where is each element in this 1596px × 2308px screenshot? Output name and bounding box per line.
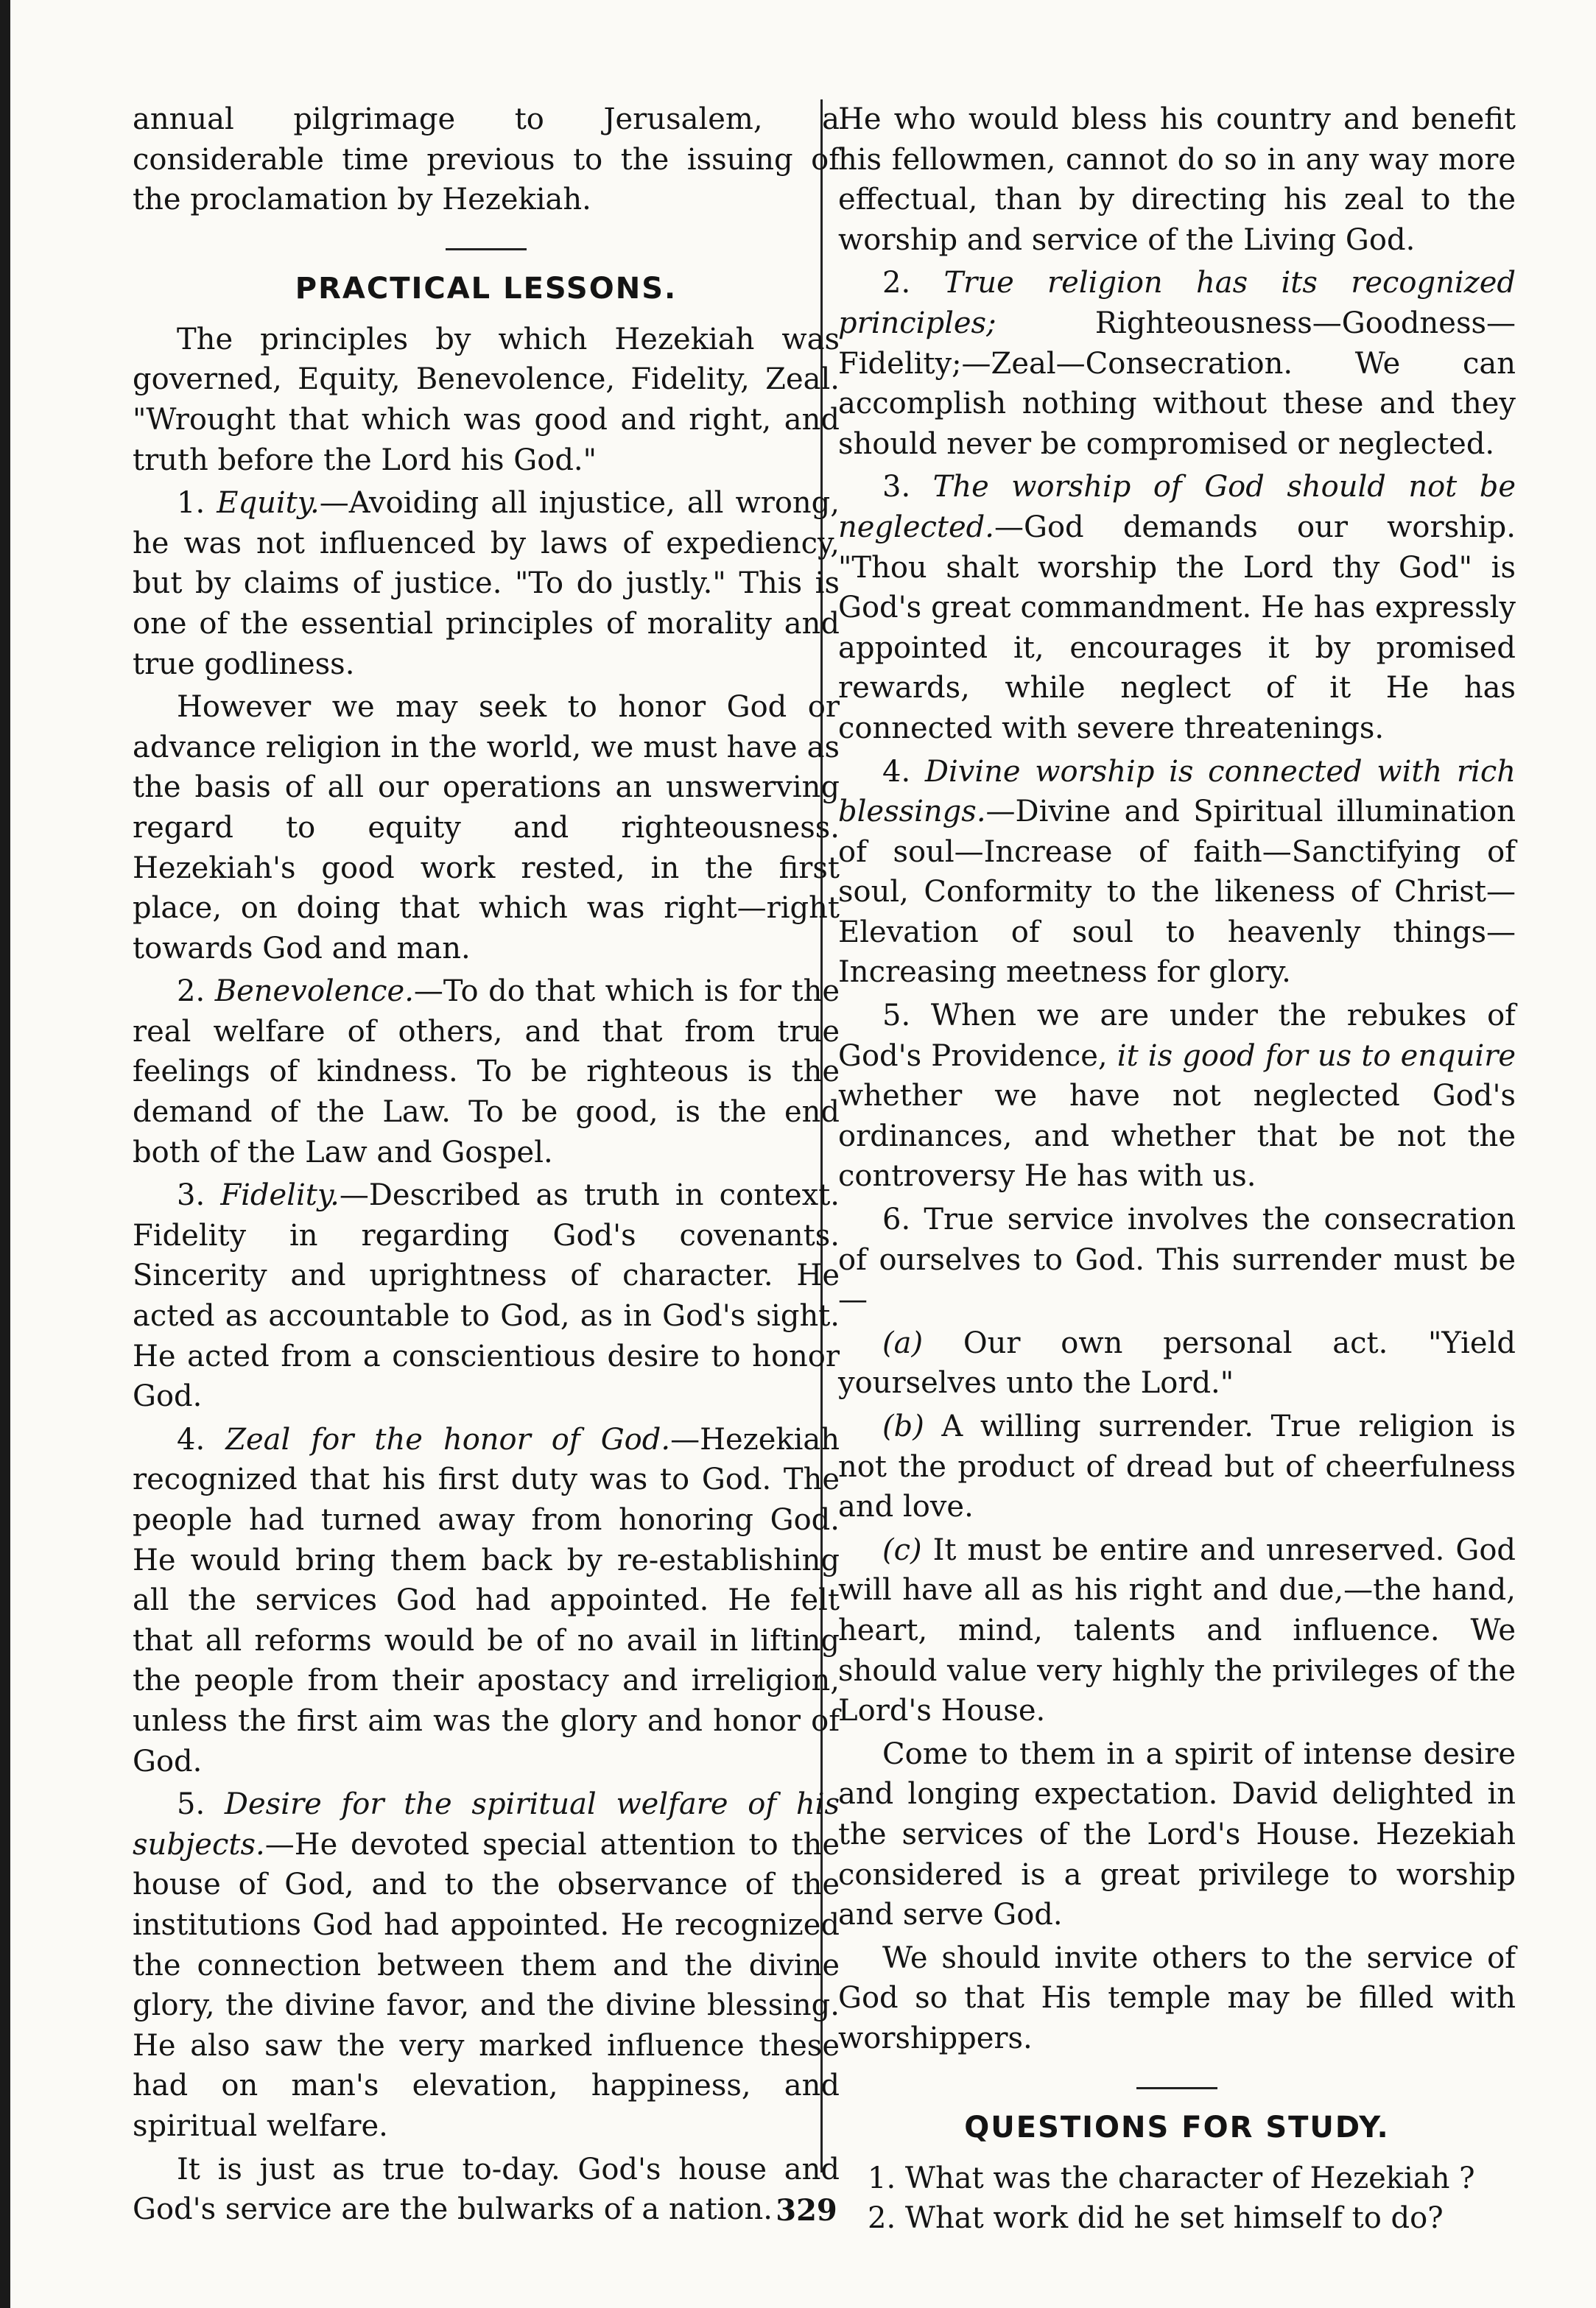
item-label: (a) bbox=[882, 1326, 924, 1360]
lesson-text: —Described as truth in context. Fidelity in regarding God's covenants. Sincerity and uprightness of character. He acted as accountable to God, as in God's sight. He acted from a conscientious desire to honor God. bbox=[133, 1178, 840, 1414]
lesson-rebukes bbox=[838, 996, 1516, 1197]
lesson-divine-worship bbox=[838, 752, 1516, 993]
lesson-number: 2. bbox=[177, 974, 205, 1009]
right-column bbox=[838, 99, 1516, 2239]
lesson-number: 1. bbox=[177, 486, 205, 521]
question-item: 2. What work did he set himself to do? bbox=[868, 2201, 1444, 2236]
lesson-number: 3. bbox=[882, 470, 911, 504]
lesson-title: Zeal for the honor of God. bbox=[225, 1422, 671, 1457]
lesson-spiritual-welfare bbox=[133, 1784, 840, 2146]
surrender-a bbox=[838, 1323, 1516, 1404]
item-text: It must be entire and unreserved. God will have all as his right and due,—the hand, heart, mind, talents and influence. We should value very highly the privileges of the Lord's House. bbox=[838, 1533, 1516, 1728]
lesson-text: —Hezekiah recognized that his first duty was to God. The people had turned away from honoring God. He would bring them back by re-establishing all the services God had appointed. He felt that all reforms would be of no avail in lifting the people from their apostacy and irreligion, unless the first aim was the glory and honor of God. bbox=[133, 1422, 840, 1779]
lesson-zeal bbox=[133, 1420, 840, 1781]
section-rule bbox=[446, 248, 527, 250]
lesson-text: Righteousness—Goodness—Fidelity;—Zeal—Consecration. We can accomplish nothing without these and they should never be compromised or neglected. bbox=[838, 306, 1516, 461]
lesson-title: The worship of God should not be neglected. bbox=[838, 470, 1516, 544]
practical-lessons-heading: PRACTICAL LESSONS. bbox=[295, 271, 678, 306]
equity-continuation: However we may seek to honor God or advance religion in the world, we must have as the basis of all our operations an unswerving regard to equity and righteousness. Hezekiah's good work rested, in the first place, on doing that which was right—right towards God and man. bbox=[133, 690, 840, 965]
lesson-worship bbox=[838, 467, 1516, 748]
lesson-true-religion bbox=[838, 263, 1516, 464]
lesson-title: Benevolence. bbox=[214, 974, 414, 1009]
lesson-text: —God demands our worship. "Thou shalt worship the Lord thy God" is God's great commandment. He has expressly appointed it, encourages it by promised rewards, while neglect of it He has connected with severe threatenings. bbox=[838, 510, 1516, 745]
lesson-text: whether we have not neglected God's ordinances, and whether that be not the controversy He has with us. bbox=[838, 1079, 1516, 1194]
lesson-title: Fidelity. bbox=[220, 1178, 340, 1213]
opening-paragraph: He who would bless his country and benefit his fellowmen, cannot do so in any way more effectual, than by directing his zeal to the worship and service of the Living God. bbox=[838, 102, 1516, 257]
emphasis-text: it is good for us to enquire bbox=[1117, 1038, 1516, 1073]
page-binding-edge bbox=[0, 0, 10, 2308]
left-column bbox=[133, 99, 840, 2230]
invite-paragraph: We should invite others to the service of God so that His temple may be filled with worshippers. bbox=[838, 1941, 1516, 2055]
lesson-text: 5. When we are under the rebukes of God's Providence, bbox=[838, 999, 1516, 1073]
lesson-number: 5. bbox=[177, 1787, 205, 1822]
lesson-number: 3. bbox=[177, 1178, 205, 1213]
lesson-true-service: 6. True service involves the consecration of ourselves to God. This surrender must be— bbox=[838, 1203, 1516, 1317]
intro-paragraph: The principles by which Hezekiah was governed, Equity, Benevolence, Fidelity, Zeal. "Wrought that which was good and right, and truth before the Lord his God." bbox=[133, 322, 840, 477]
item-text: Our own personal act. "Yield yourselves unto the Lord." bbox=[838, 1326, 1516, 1401]
lesson-benevolence bbox=[133, 971, 840, 1172]
surrender-b bbox=[838, 1407, 1516, 1527]
come-paragraph: Come to them in a spirit of intense desire and longing expectation. David delighted in the services of the Lord's House. Hezekiah considered is a great privilege to worship and serve God. bbox=[838, 1737, 1516, 1932]
lesson-title: Divine worship is connected with rich blessings. bbox=[838, 754, 1516, 829]
item-text: A willing surrender. True religion is not the product of dread but of cheerfulness and love. bbox=[838, 1410, 1516, 1524]
lesson-text: —To do that which is for the real welfare of others, and that from true feelings of kindness. To be righteous is the demand of the Law. To be good, is the end both of the Law and Gospel. bbox=[133, 974, 840, 1169]
item-label: (c) bbox=[882, 1533, 922, 1567]
lesson-number: 4. bbox=[177, 1422, 205, 1457]
lesson-title: Desire for the spiritual welfare of his subjects. bbox=[133, 1787, 840, 1862]
lesson-title: Equity. bbox=[217, 486, 320, 521]
lesson-title: True religion has its recognized principles; bbox=[838, 266, 1516, 340]
lesson-text: —Divine and Spiritual illumination of soul—Increase of faith—Sanctifying of soul, Conformity to the likeness of Christ—Elevation of soul to heavenly things—Increasing meetness for glory. bbox=[838, 795, 1516, 990]
opening-paragraph: annual pilgrimage to Jerusalem, a considerable time previous to the issuing of the proclamation by Hezekiah. bbox=[133, 102, 840, 217]
question-item: 1. What was the character of Hezekiah ? bbox=[868, 2161, 1475, 2195]
page-number: 329 bbox=[776, 2193, 837, 2228]
lesson-equity bbox=[133, 483, 840, 684]
questions-heading: QUESTIONS FOR STUDY. bbox=[964, 2110, 1390, 2145]
surrender-c bbox=[838, 1530, 1516, 1731]
item-label: (b) bbox=[882, 1410, 924, 1443]
lesson-text: —He devoted special attention to the house of God, and to the observance of the institutions God had appointed. He recognized the connection between them and the divine glory, the divine favor, and the divine blessing. He also saw the very marked influence these had on man's elevation, happiness, and spiritual welfare. bbox=[133, 1827, 840, 2143]
lesson-number: 4. bbox=[882, 754, 911, 789]
lesson-fidelity bbox=[133, 1175, 840, 1417]
today-paragraph: It is just as true to-day. God's house and God's service are the bulwarks of a nation. bbox=[133, 2152, 840, 2227]
lesson-number: 2. bbox=[882, 266, 911, 300]
section-rule bbox=[1136, 2087, 1217, 2089]
lesson-text: —Avoiding all injustice, all wrong, he was not influenced by laws of expediency, but by claims of justice. "To do justly." This is one of the essential principles of morality and true godliness. bbox=[133, 486, 840, 681]
